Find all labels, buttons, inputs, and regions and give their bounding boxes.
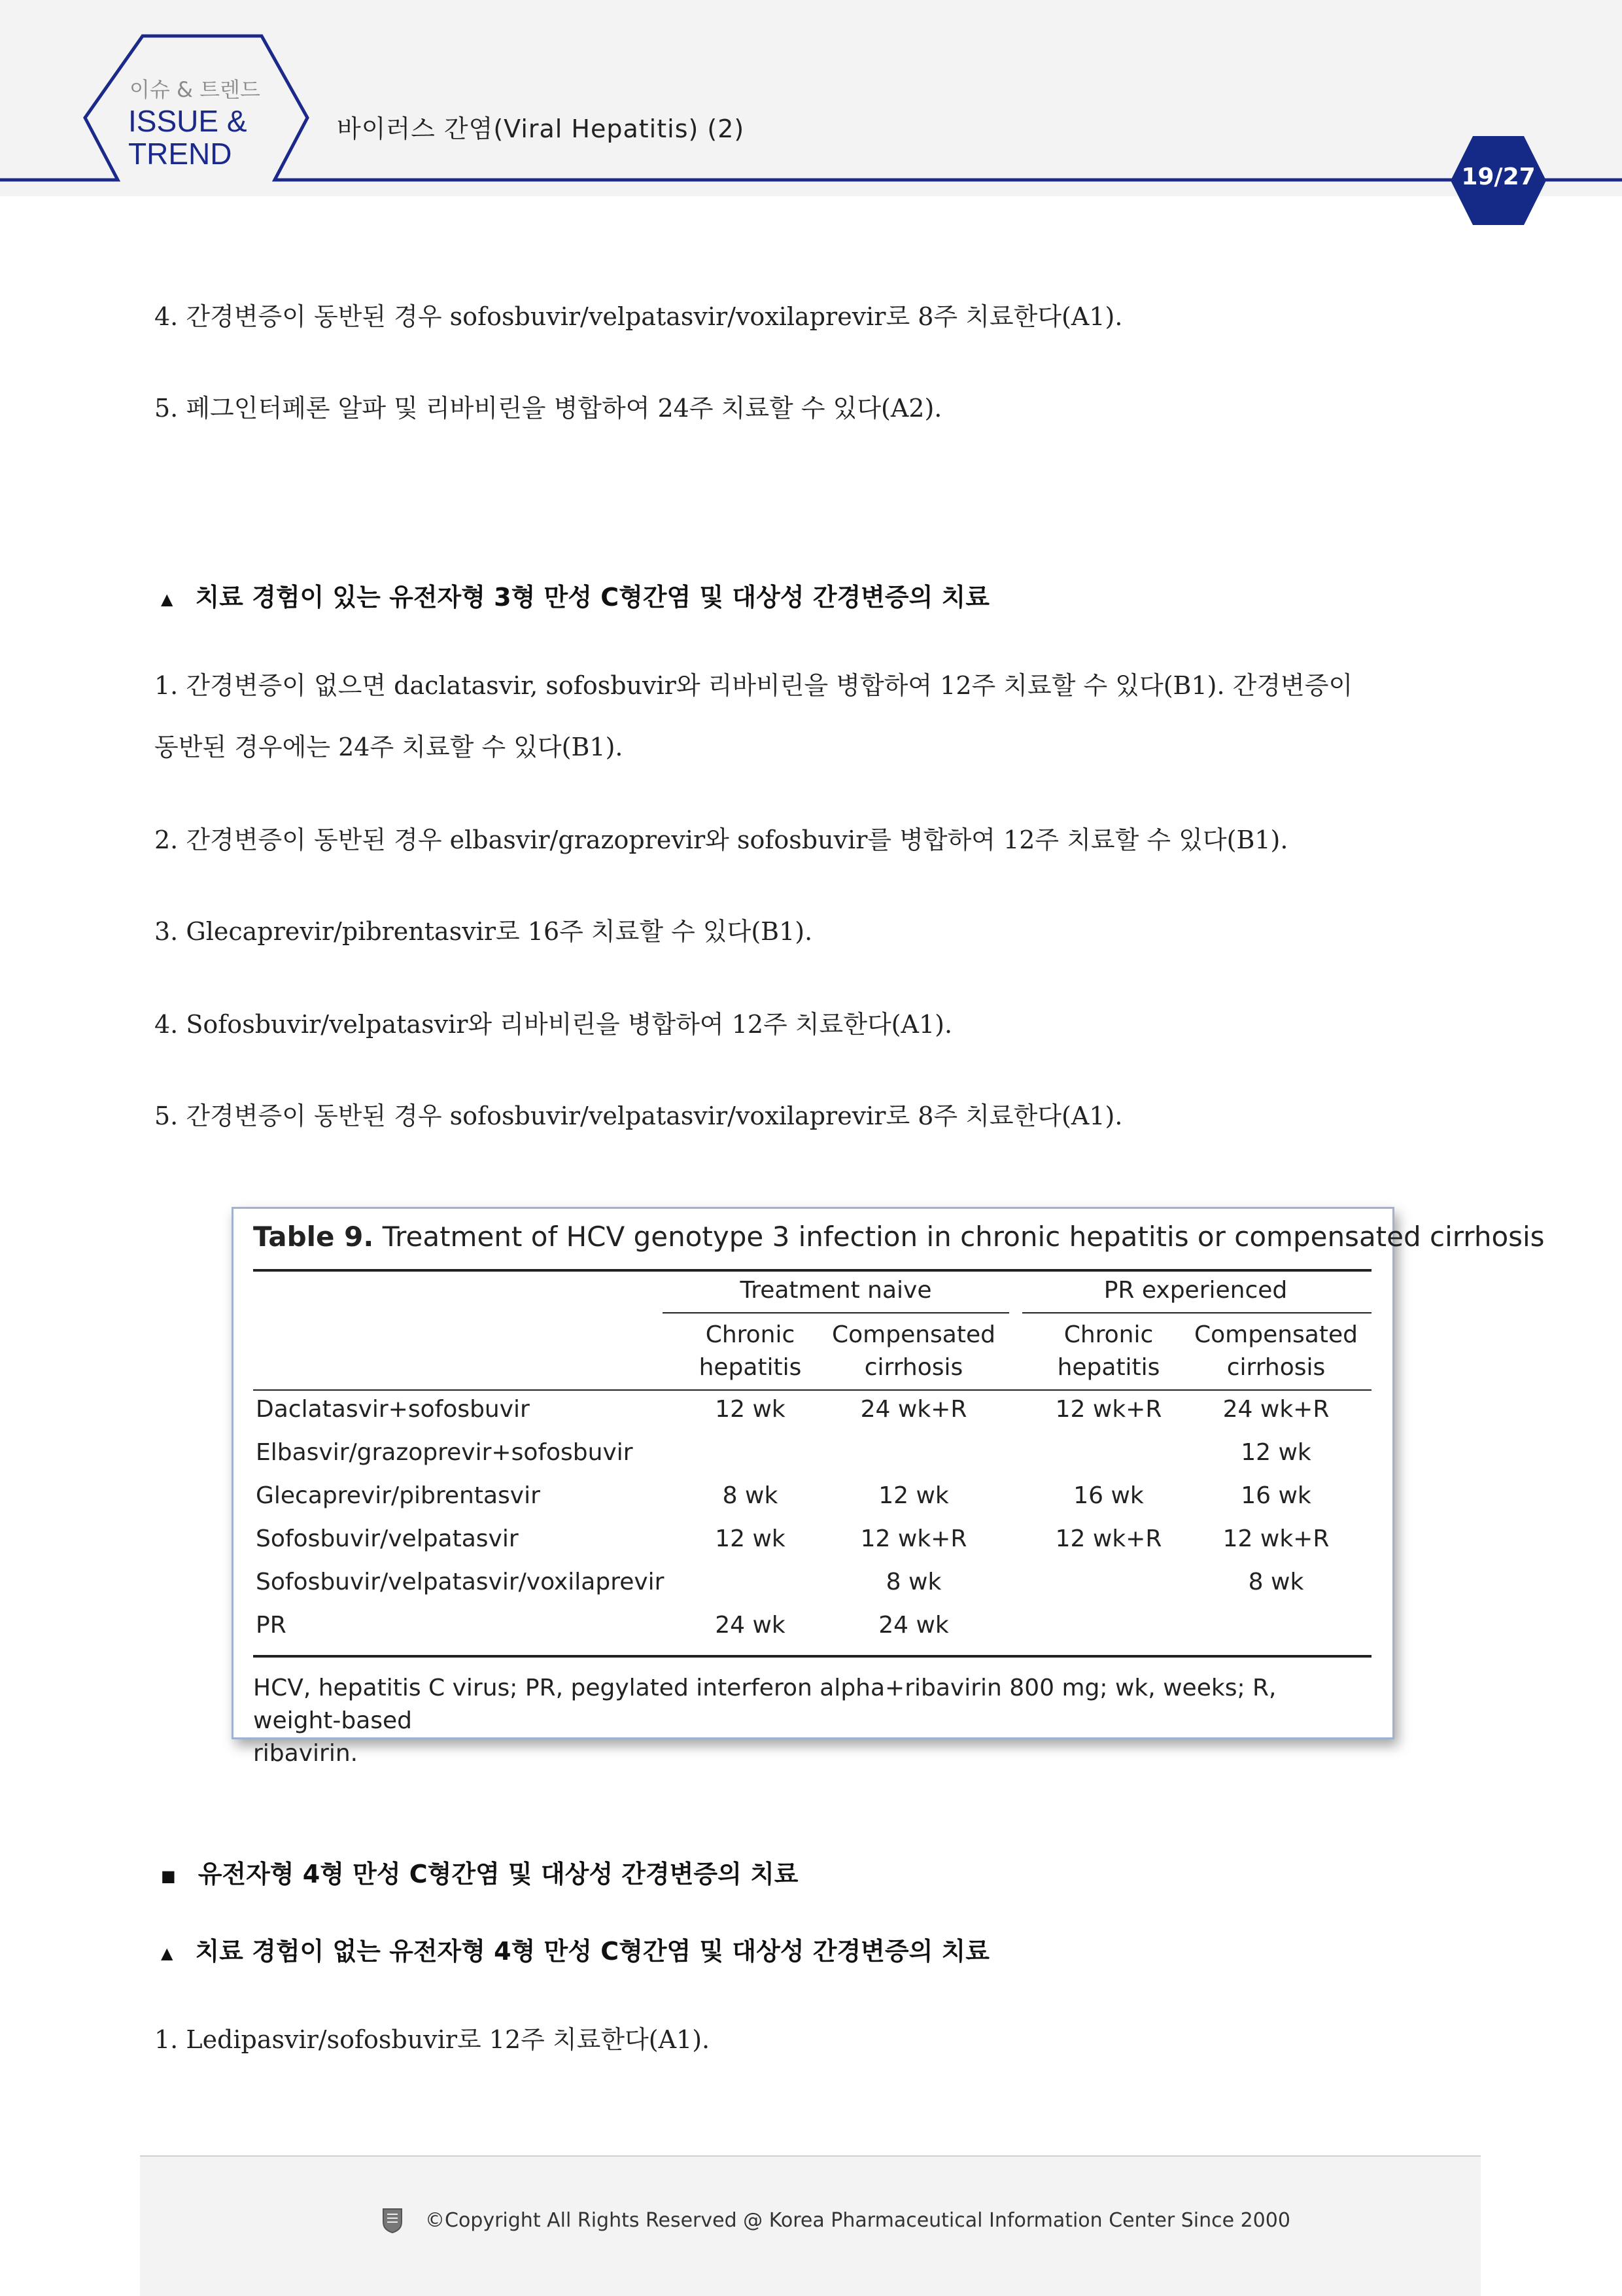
page-footer xyxy=(140,2155,1481,2296)
page-header xyxy=(0,0,1622,196)
list-item: 5. 간경변증이 동반된 경우 sofosbuvir/velpatasvir/voxilaprevir로 8주 치료한다(A1). xyxy=(154,1102,1123,1130)
table-cell: 12 wk+R xyxy=(1055,1525,1162,1552)
group-rule xyxy=(663,1312,1009,1313)
table-bottom-rule xyxy=(253,1655,1372,1658)
list-item: 2. 간경변증이 동반된 경우 elbasvir/grazoprevir와 sofosbuvir를 병합하여 12주 치료할 수 있다(B1). xyxy=(154,826,1288,854)
table-top-rule xyxy=(253,1269,1372,1272)
section-heading-genotype3-experienced xyxy=(161,577,990,613)
page-number: 19/27 xyxy=(1461,164,1536,190)
table-cell: 16 wk xyxy=(1073,1482,1144,1509)
section-heading-genotype4 xyxy=(161,1854,799,1890)
column-header-chronic-hepatitis: Chronic hepatitis xyxy=(699,1321,802,1381)
section-heading-text: 유전자형 4형 만성 C형간염 및 대상성 간경변증의 치료 xyxy=(198,1860,799,1888)
table-cell: 12 wk xyxy=(1241,1439,1311,1466)
copyright-text: ©Copyright All Rights Reserved @ Korea Pharmaceutical Information Center Since 2000 xyxy=(425,2209,1290,2232)
column-header-compensated-cirrhosis: Compensated cirrhosis xyxy=(832,1321,995,1381)
row-label: Daclatasvir+sofosbuvir xyxy=(256,1396,530,1423)
table-footnote: HCV, hepatitis C virus; PR, pegylated interferon alpha+ribavirin 800 mg; wk, weeks; R, weight-based ribavirin. xyxy=(253,1675,1277,1767)
kpic-emblem-icon xyxy=(382,2208,403,2234)
square-bullet-icon: ■ xyxy=(161,1866,176,1885)
header-rule xyxy=(253,1389,1372,1391)
list-item: 1. 간경변증이 없으면 daclatasvir, sofosbuvir와 리바비린을 병합하여 12주 치료할 수 있다(B1). 간경변증이 xyxy=(154,671,1353,700)
section-heading-genotype4-naive xyxy=(161,1931,990,1967)
table-cell: 8 wk xyxy=(1248,1569,1304,1595)
row-label: Elbasvir/grazoprevir+sofosbuvir xyxy=(256,1439,633,1466)
column-header-chronic-hepatitis: Chronic hepatitis xyxy=(1057,1321,1160,1381)
table-cell: 24 wk+R xyxy=(1222,1396,1330,1423)
table-cell: 12 wk+R xyxy=(1055,1396,1162,1423)
triangle-bullet-icon: ▲ xyxy=(161,1943,173,1962)
logo-english-text xyxy=(128,105,247,170)
table-label: Table 9. xyxy=(253,1221,374,1253)
table-cell: 16 wk xyxy=(1241,1482,1311,1509)
group-header-treatment-naive: Treatment naive xyxy=(740,1277,932,1304)
section-heading-text: 치료 경험이 있는 유전자형 3형 만성 C형간염 및 대상성 간경변증의 치료 xyxy=(195,583,990,612)
table-cell: 12 wk xyxy=(715,1396,785,1423)
group-rule xyxy=(1022,1312,1372,1313)
list-item-continuation: 동반된 경우에는 24주 치료할 수 있다(B1). xyxy=(154,733,623,761)
list-item: 5. 페그인터페론 알파 및 리바비린을 병합하여 24주 치료할 수 있다(A2). xyxy=(154,394,942,423)
table-title-text: Treatment of HCV genotype 3 infection in chronic hepatitis or compensated cirrhosis xyxy=(382,1221,1545,1253)
list-item: 3. Glecaprevir/pibrentasvir로 16주 치료할 수 있다(B1). xyxy=(154,917,813,946)
group-header-pr-experienced: PR experienced xyxy=(1103,1277,1288,1304)
table-cell: 24 wk xyxy=(715,1612,785,1639)
list-item: 4. Sofosbuvir/velpatasvir와 리바비린을 병합하여 12주 치료한다(A1). xyxy=(154,1010,953,1039)
row-label: Sofosbuvir/velpatasvir/voxilaprevir xyxy=(256,1569,664,1595)
logo-korean-text: 이슈 & 트렌드 xyxy=(129,77,260,102)
row-label: Glecaprevir/pibrentasvir xyxy=(256,1482,540,1509)
table-cell: 24 wk+R xyxy=(860,1396,967,1423)
triangle-bullet-icon: ▲ xyxy=(161,589,173,608)
table-9-figure xyxy=(232,1207,1545,1767)
table-cell: 12 wk xyxy=(878,1482,949,1509)
table-cell: 12 wk+R xyxy=(1222,1525,1330,1552)
logo-line-2: TREND xyxy=(128,137,232,171)
table-cell: 8 wk xyxy=(722,1482,778,1509)
logo-line-1: ISSUE & xyxy=(128,104,247,138)
table-cell: 12 wk xyxy=(715,1525,785,1552)
row-label: Sofosbuvir/velpatasvir xyxy=(256,1525,519,1552)
treatment-table xyxy=(253,1221,1545,1767)
table-cell: 24 wk xyxy=(878,1612,949,1639)
table-cell: 8 wk xyxy=(886,1569,942,1595)
section-heading-text: 치료 경험이 없는 유전자형 4형 만성 C형간염 및 대상성 간경변증의 치료 xyxy=(195,1937,990,1966)
column-header-compensated-cirrhosis: Compensated cirrhosis xyxy=(1194,1321,1358,1381)
row-label: PR xyxy=(256,1612,286,1639)
table-title xyxy=(253,1221,1545,1253)
list-item: 1. Ledipasvir/sofosbuvir로 12주 치료한다(A1). xyxy=(154,2025,710,2054)
document-title: 바이러스 간염(Viral Hepatitis) (2) xyxy=(337,114,745,143)
table-cell: 12 wk+R xyxy=(860,1525,967,1552)
list-item: 4. 간경변증이 동반된 경우 sofosbuvir/velpatasvir/voxilaprevir로 8주 치료한다(A1). xyxy=(154,302,1123,331)
